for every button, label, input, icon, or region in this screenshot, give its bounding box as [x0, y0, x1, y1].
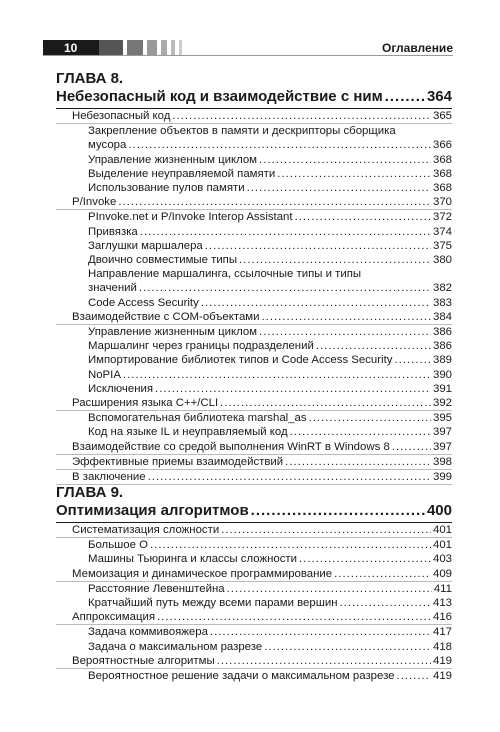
toc-section[interactable]	[56, 455, 452, 470]
toc-section[interactable]	[56, 610, 452, 625]
toc-list	[56, 523, 452, 683]
toc-subsection[interactable]	[56, 625, 452, 639]
toc-entry-text: Закрепление объектов в памяти и дескрипторы сборщика	[88, 125, 396, 138]
toc-page-number: 413	[432, 597, 452, 610]
toc-entry-text: Кратчайший путь между всеми парами вершин	[88, 597, 338, 610]
toc-section[interactable]	[56, 654, 452, 669]
toc-entry-text: Аппроксимация	[72, 611, 155, 624]
toc-section[interactable]	[56, 396, 452, 411]
chapter-label: ГЛАВА 9.	[56, 484, 124, 501]
header-rule	[43, 55, 453, 56]
toc-entry-text: Code Access Security	[88, 296, 199, 309]
toc-section[interactable]	[56, 440, 452, 455]
toc-section[interactable]	[56, 109, 452, 124]
toc-section[interactable]	[56, 470, 452, 485]
dot-leader	[128, 138, 431, 152]
dot-leader	[290, 425, 431, 439]
toc-subsection[interactable]	[56, 124, 452, 152]
toc-subsection[interactable]	[56, 267, 452, 295]
chapter-label: ГЛАВА 8.	[56, 70, 124, 87]
toc-page-number: 374	[432, 225, 452, 238]
toc-page-number: 418	[432, 640, 452, 653]
toc-subsection[interactable]	[56, 353, 452, 367]
toc-entry-text: Привязка	[88, 225, 138, 238]
toc-subsection[interactable]	[56, 239, 452, 253]
toc-page-number: 386	[432, 340, 452, 353]
running-title: Оглавление	[382, 41, 453, 55]
chapter-9	[56, 484, 452, 683]
toc-subsection[interactable]	[56, 596, 452, 610]
toc-subsection[interactable]	[56, 368, 452, 382]
toc-subsection[interactable]	[56, 538, 452, 552]
header-decoration	[99, 40, 182, 56]
dot-leader	[157, 610, 431, 624]
dot-leader	[221, 523, 431, 537]
dot-leader	[220, 396, 431, 410]
dot-leader	[309, 411, 431, 425]
toc-entry-text: В заключение	[72, 471, 146, 484]
dot-leader	[150, 538, 431, 552]
toc-page-number: 390	[432, 368, 452, 381]
toc-entry-text: Вероятностное решение задачи о максимальном разрезе	[88, 670, 395, 683]
chapter-page: 400	[426, 502, 452, 519]
toc-entry-text: Направление маршалинга, ссылочные типы и типы	[88, 268, 362, 281]
toc-section[interactable]	[56, 195, 452, 210]
toc-entry-text: Задача о максимальном разрезе	[88, 640, 263, 653]
toc-entry-text: Двоично совместимые типы	[88, 254, 238, 267]
dot-leader	[262, 310, 431, 324]
toc-page-number: 397	[432, 440, 452, 453]
toc-page-number: 370	[432, 196, 452, 209]
dot-leader	[259, 153, 431, 167]
toc-entry-text: P/Invoke	[72, 196, 117, 209]
page-header	[43, 40, 453, 56]
dot-leader	[210, 625, 431, 639]
dot-leader	[285, 455, 431, 469]
dot-leader	[140, 225, 431, 239]
toc-entry-text: Задача коммивояжера	[88, 626, 208, 639]
toc-entry-text: Расширения языка C++/CLI	[72, 397, 219, 410]
toc-entry-text: Эффективные приемы взаимодействий	[72, 455, 284, 468]
toc-subsection[interactable]	[56, 640, 452, 654]
toc-page-number: 380	[432, 254, 452, 267]
header-bar	[179, 40, 182, 56]
toc-page-number: 365	[432, 110, 452, 122]
toc-subsection[interactable]	[56, 296, 452, 310]
toc-page-number: 419	[432, 654, 452, 667]
toc-subsection[interactable]	[56, 181, 452, 195]
toc-subsection[interactable]	[56, 382, 452, 396]
dot-leader	[394, 353, 431, 367]
dot-leader	[385, 88, 425, 106]
toc-page-number: 366	[432, 139, 452, 152]
toc-entry-text: Небезопасный код	[72, 110, 171, 122]
toc-subsection[interactable]	[56, 253, 452, 267]
dot-leader	[264, 640, 431, 654]
toc-entry-text: Код на языке IL и неуправляемый код	[88, 426, 288, 439]
toc-subsection[interactable]	[56, 411, 452, 425]
toc-page-number: 403	[432, 553, 452, 566]
toc-subsection[interactable]	[56, 425, 452, 439]
toc-entry-text: Взаимодействие со средой выполнения WinRT в Windows 8	[72, 440, 390, 453]
dot-leader	[251, 502, 425, 520]
toc-entry-text: Вероятностные алгоритмы	[72, 654, 215, 667]
toc-entry-text: Заглушки маршалера	[88, 239, 203, 252]
toc-entry-text: Машины Тьюринга и классы сложности	[88, 553, 297, 566]
dot-leader	[259, 325, 431, 339]
toc-subsection[interactable]	[56, 325, 452, 339]
toc-entry-text: Использование пулов памяти	[88, 182, 245, 195]
toc-entry-text: Импортирование библиотек типов и Code Access Security	[88, 354, 393, 367]
toc-page-number: 389	[432, 354, 452, 367]
toc-page-number: 411	[433, 582, 452, 595]
toc-page-number: 419	[432, 670, 452, 683]
dot-leader	[123, 368, 431, 382]
toc-subsection[interactable]	[56, 167, 452, 181]
toc-page-number: 395	[432, 412, 452, 425]
toc-subsection[interactable]	[56, 552, 452, 566]
toc-entry-text: Большое O	[88, 539, 148, 552]
chapter-title-row[interactable]	[56, 88, 452, 109]
dot-leader	[155, 382, 431, 396]
toc-entry-text: Взаимодействие с COM-объектами	[72, 310, 260, 323]
dot-leader	[139, 281, 431, 295]
chapter-title: Оптимизация алгоритмов	[56, 502, 249, 519]
dot-leader	[277, 167, 431, 181]
dot-leader	[227, 582, 432, 596]
toc-page-number: 368	[432, 167, 452, 180]
toc-page-number: 368	[432, 153, 452, 166]
dot-leader	[295, 210, 431, 224]
toc-entry-text: мусора	[88, 139, 127, 152]
toc-page-number: 409	[432, 567, 452, 580]
toc-subsection[interactable]	[56, 225, 452, 239]
toc-entry-text: Выделение неуправляемой памяти	[88, 167, 276, 180]
header-bar	[171, 40, 175, 56]
dot-leader	[201, 296, 431, 310]
toc-subsection[interactable]	[56, 153, 452, 167]
toc-page-number: 417	[432, 626, 452, 639]
toc-entry-text: Вспомогательная библиотека marshal_as	[88, 412, 307, 425]
toc-page-number: 397	[432, 426, 452, 439]
toc-entry-text: значений	[88, 282, 137, 295]
dot-leader	[205, 239, 431, 253]
toc-entry-text: Расстояние Левенштейна	[88, 582, 225, 595]
toc-page-number: 368	[432, 182, 452, 195]
dot-leader	[316, 339, 431, 353]
chapter-title: Небезопасный код и взаимодействие с ним	[56, 88, 383, 105]
dot-leader	[217, 654, 431, 668]
toc-page-number: 399	[432, 471, 452, 484]
chapter-page: 364	[426, 88, 452, 105]
toc-page-number: 382	[432, 282, 452, 295]
toc-entry-text: PInvoke.net и P/Invoke Interop Assistant	[88, 211, 293, 224]
toc-entry-text: Исключения	[88, 382, 154, 395]
toc-subsection[interactable]	[56, 582, 452, 596]
toc-subsection[interactable]	[56, 210, 452, 224]
toc-page-number: 416	[432, 611, 452, 624]
toc-subsection[interactable]	[56, 669, 452, 683]
toc-page-number: 391	[432, 382, 452, 395]
dot-leader	[334, 567, 431, 581]
toc-entry-text: Управление жизненным циклом	[88, 326, 258, 339]
dot-leader	[299, 552, 431, 566]
toc-section[interactable]	[56, 523, 452, 538]
toc-section[interactable]	[56, 567, 452, 582]
toc-page-number: 383	[432, 296, 452, 309]
toc-entry-text: Систематизация сложности	[72, 524, 220, 536]
toc-section[interactable]	[56, 310, 452, 325]
dot-leader	[148, 470, 431, 484]
toc-page-number: 386	[432, 326, 452, 339]
toc-entry-text: Мемоизация и динамическое программирование	[72, 567, 333, 580]
toc-page-number: 401	[432, 524, 452, 536]
toc-entry-text: Управление жизненным циклом	[88, 153, 258, 166]
toc-page-number: 401	[432, 539, 452, 552]
header-bar	[127, 40, 143, 56]
toc-page-number: 392	[432, 397, 452, 410]
dot-leader	[118, 195, 431, 209]
toc-entry-text: Маршалинг через границы подразделений	[88, 340, 314, 353]
header-bar	[161, 40, 167, 56]
dot-leader	[239, 253, 431, 267]
chapter-8	[56, 70, 452, 485]
dot-leader	[397, 669, 431, 683]
toc-list	[56, 109, 452, 485]
dot-leader	[392, 440, 431, 454]
header-bar	[147, 40, 157, 56]
dot-leader	[247, 181, 431, 195]
header-bar	[99, 40, 123, 56]
dot-leader	[172, 109, 431, 123]
dot-leader	[340, 596, 431, 610]
toc-entry-text: NoPIA	[88, 368, 121, 381]
toc-page-number: 375	[432, 239, 452, 252]
page-number: 10	[43, 40, 99, 56]
chapter-title-row[interactable]	[56, 502, 452, 523]
toc-page-number: 398	[432, 455, 452, 468]
toc-page-number: 384	[432, 310, 452, 323]
toc-subsection[interactable]	[56, 339, 452, 353]
toc-page-number: 372	[432, 211, 452, 224]
